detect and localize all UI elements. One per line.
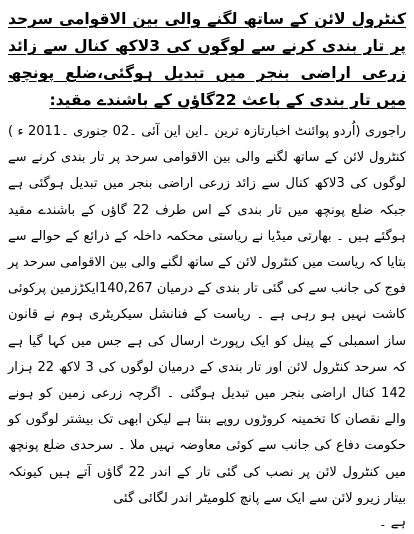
article-body-ending: ہے ۔ [379, 515, 406, 531]
article-body: راجوری (اُردو پوائنٹ اخبارتازہ ترین ۔این این آئی ۔02 جنوری ۔2011 ء ) کنٹرول لائن کے ساتھ لگنے والی بین الاقوامی سرحد پر تار بندی کرنے سے لوگوں کی 3لاکھ کنال سے زائد زرعی اراضی بنجر میں تبدیل ہوگئی ہے جبکہ ضلع پونچھ میں تار بندی کے اس طرف 22 گاؤں کے باشندے مقید ہوگئے ہیں ۔ بھارتی میڈیا نے ریاستی محکمہ داخلہ کے ذرائع کے حوالے سے بتایا کہ ریاست میں کنٹرول لائن کے ساتھ لگنے والی بین الاقوامی سرحد پر فوج کی جانب سے کی گئی تار بندی کے درمیان 140,267ایکڑزمین پرکوئی کاشت نہیں ہو رہی ہے ۔ ریاست کے فنانشل سیکریٹری ہوم نے قانون ساز اسمبلی کے پینل کو ایک رپورٹ ارسال کی ہے جس میں کہا گیا ہے کہ سرحد کنٹرول لائن اور تار بندی کے درمیان لوگوں کی 3 لاکھ 22 ہزار 142 کنال اراضی بنجر میں تبدیل ہوگئی ۔ اگرچہ زرعی زمین کو ہونے والے نقصان کا تخمینہ کروڑوں روپے بنتا ہے لیکن ابھی تک بیشتر لوگوں کو حکومت دفاع کی جانب سے کوئی معاوضہ نہیں ملا ۔ سرحدی ضلع پونچھ میں کنٹرول لائن پر نصب کی گئی تار کے اندر 22 گاؤں آتے ہیں کیونکہ بیتار زیرو لائن سے ایک سے پانچ کلومیٹر اندر لگائی گئی [8, 124, 407, 506]
article-headline [8, 6, 406, 114]
headline-text: کنٹرول لائن کے ساتھ لگنے والی بین الاقوامی سرحد پر تار بندی کرنے سے لوگوں کی 3لاکھ کنال سے زائد زرعی اراضی بنجر میں تبدیل ہوگئی،ضلع پونچھ میں تار بندی کے باعث 22گاؤں کے باشندے مقید: [8, 10, 406, 109]
